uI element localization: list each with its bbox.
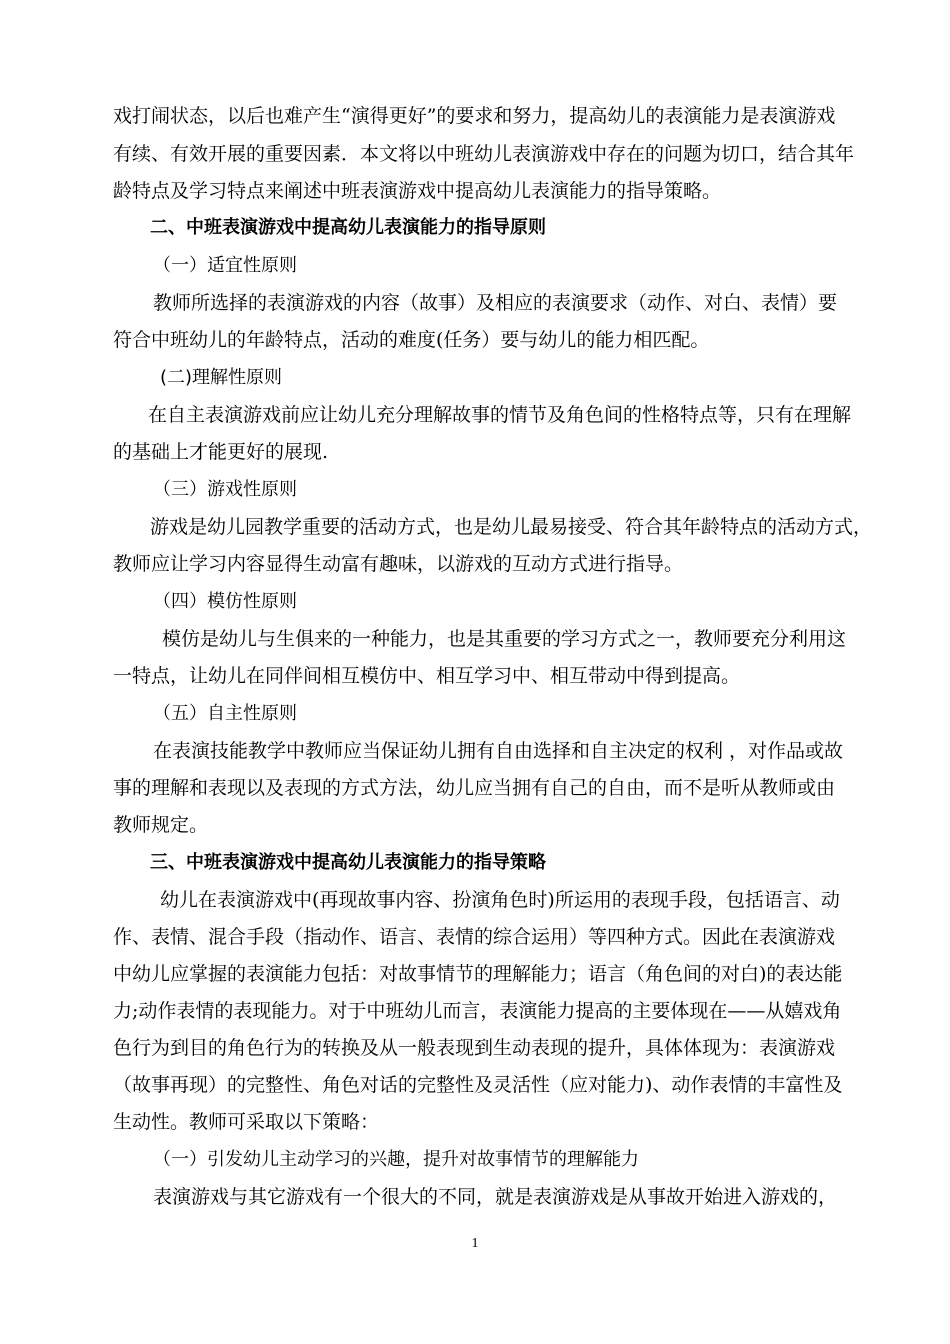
intro-line-3: 龄特点及学习特点来阐述中班表演游戏中提高幼儿表演能力的指导策略。 — [113, 180, 722, 202]
strategy-body-line-3: 中幼儿应掌握的表演能力包括：对故事情节的理解能力；语言（角色间的对白)的表达能 — [113, 963, 843, 985]
strategy-1-line-1: 表演游戏与其它游戏有一个很大的不同，就是表演游戏是从事故开始进入游戏的， — [153, 1186, 838, 1208]
principle-2-line-1: 在自主表演游戏前应让幼儿充分理解故事的情节及角色间的性格特点等，只有在理解 — [148, 404, 852, 426]
intro-line-1: 戏打闹状态，以后也难产生“演得更好”的要求和努力，提高幼儿的表演能力是表演游戏 — [113, 105, 836, 127]
principle-3-heading: （三）游戏性原则 — [153, 479, 297, 500]
section-3-heading: 三、中班表演游戏中提高幼儿表演能力的指导策略 — [150, 852, 546, 873]
principle-4-line-2: 一特点，让幼儿在同伴间相互模仿中、相互学习中、相互带动中得到提高。 — [113, 665, 741, 687]
principle-1-line-2: 符合中班幼儿的年龄特点，活动的难度(任务）要与幼儿的能力相匹配。 — [113, 329, 710, 351]
principle-2-heading: (二)理解性原则 — [160, 367, 283, 388]
strategy-body-line-6: （故事再现）的完整性、角色对话的完整性及灵活性（应对能力)、动作表情的丰富性及 — [113, 1074, 843, 1096]
principle-2-line-2: 的基础上才能更好的展现. — [113, 441, 329, 463]
strategy-body-line-1: 幼儿在表演游戏中(再现故事内容、扮演角色时)所运用的表现手段，包括语言、动 — [160, 889, 840, 911]
principle-3-line-1: 游戏是幼儿园教学重要的活动方式，也是幼儿最易接受、符合其年龄特点的活动方式， — [150, 516, 873, 538]
strategy-body-line-7: 生动性。教师可采取以下策略： — [113, 1111, 380, 1133]
intro-line-2: 有续、有效开展的重要因素．本文将以中班幼儿表演游戏中存在的问题为切口，结合其年 — [113, 143, 855, 165]
principle-1-heading: （一）适宜性原则 — [153, 255, 297, 276]
strategy-body-line-5: 色行为到目的角色行为的转换及从一般表现到生动表现的提升，具体体现为：表演游戏 — [113, 1037, 836, 1059]
section-2-heading: 二、中班表演游戏中提高幼儿表演能力的指导原则 — [150, 217, 546, 238]
principle-3-line-2: 教师应让学习内容显得生动富有趣味，以游戏的互动方式进行指导。 — [113, 553, 684, 575]
principle-5-heading: （五）自主性原则 — [153, 703, 297, 724]
principle-4-heading: （四）模仿性原则 — [153, 591, 297, 612]
principle-1-line-1: 教师所选择的表演游戏的内容（故事）及相应的表演要求（动作、对白、表情）要 — [153, 292, 838, 314]
page-number: 1 — [471, 1236, 479, 1251]
principle-5-line-2: 事的理解和表现以及表现的方式方法，幼儿应当拥有自己的自由，而不是听从教师或由 — [113, 777, 836, 799]
strategy-1-heading: （一）引发幼儿主动学习的兴趣，提升对故事情节的理解能力 — [153, 1149, 639, 1170]
strategy-body-line-2: 作、表情、混合手段（指动作、语言、表情的综合运用）等四种方式。因此在表演游戏 — [113, 926, 836, 948]
principle-5-line-3: 教师规定。 — [113, 814, 209, 836]
principle-4-line-1: 模仿是幼儿与生俱来的一种能力，也是其重要的学习方式之一，教师要充分利用这 — [162, 628, 847, 650]
strategy-body-line-4: 力;动作表情的表现能力。对于中班幼儿而言，表演能力提高的主要体现在——从嬉戏角 — [113, 1000, 842, 1022]
principle-5-line-1: 在表演技能教学中教师应当保证幼儿拥有自由选择和自主决定的权利 ，对作品或故 — [153, 740, 844, 762]
